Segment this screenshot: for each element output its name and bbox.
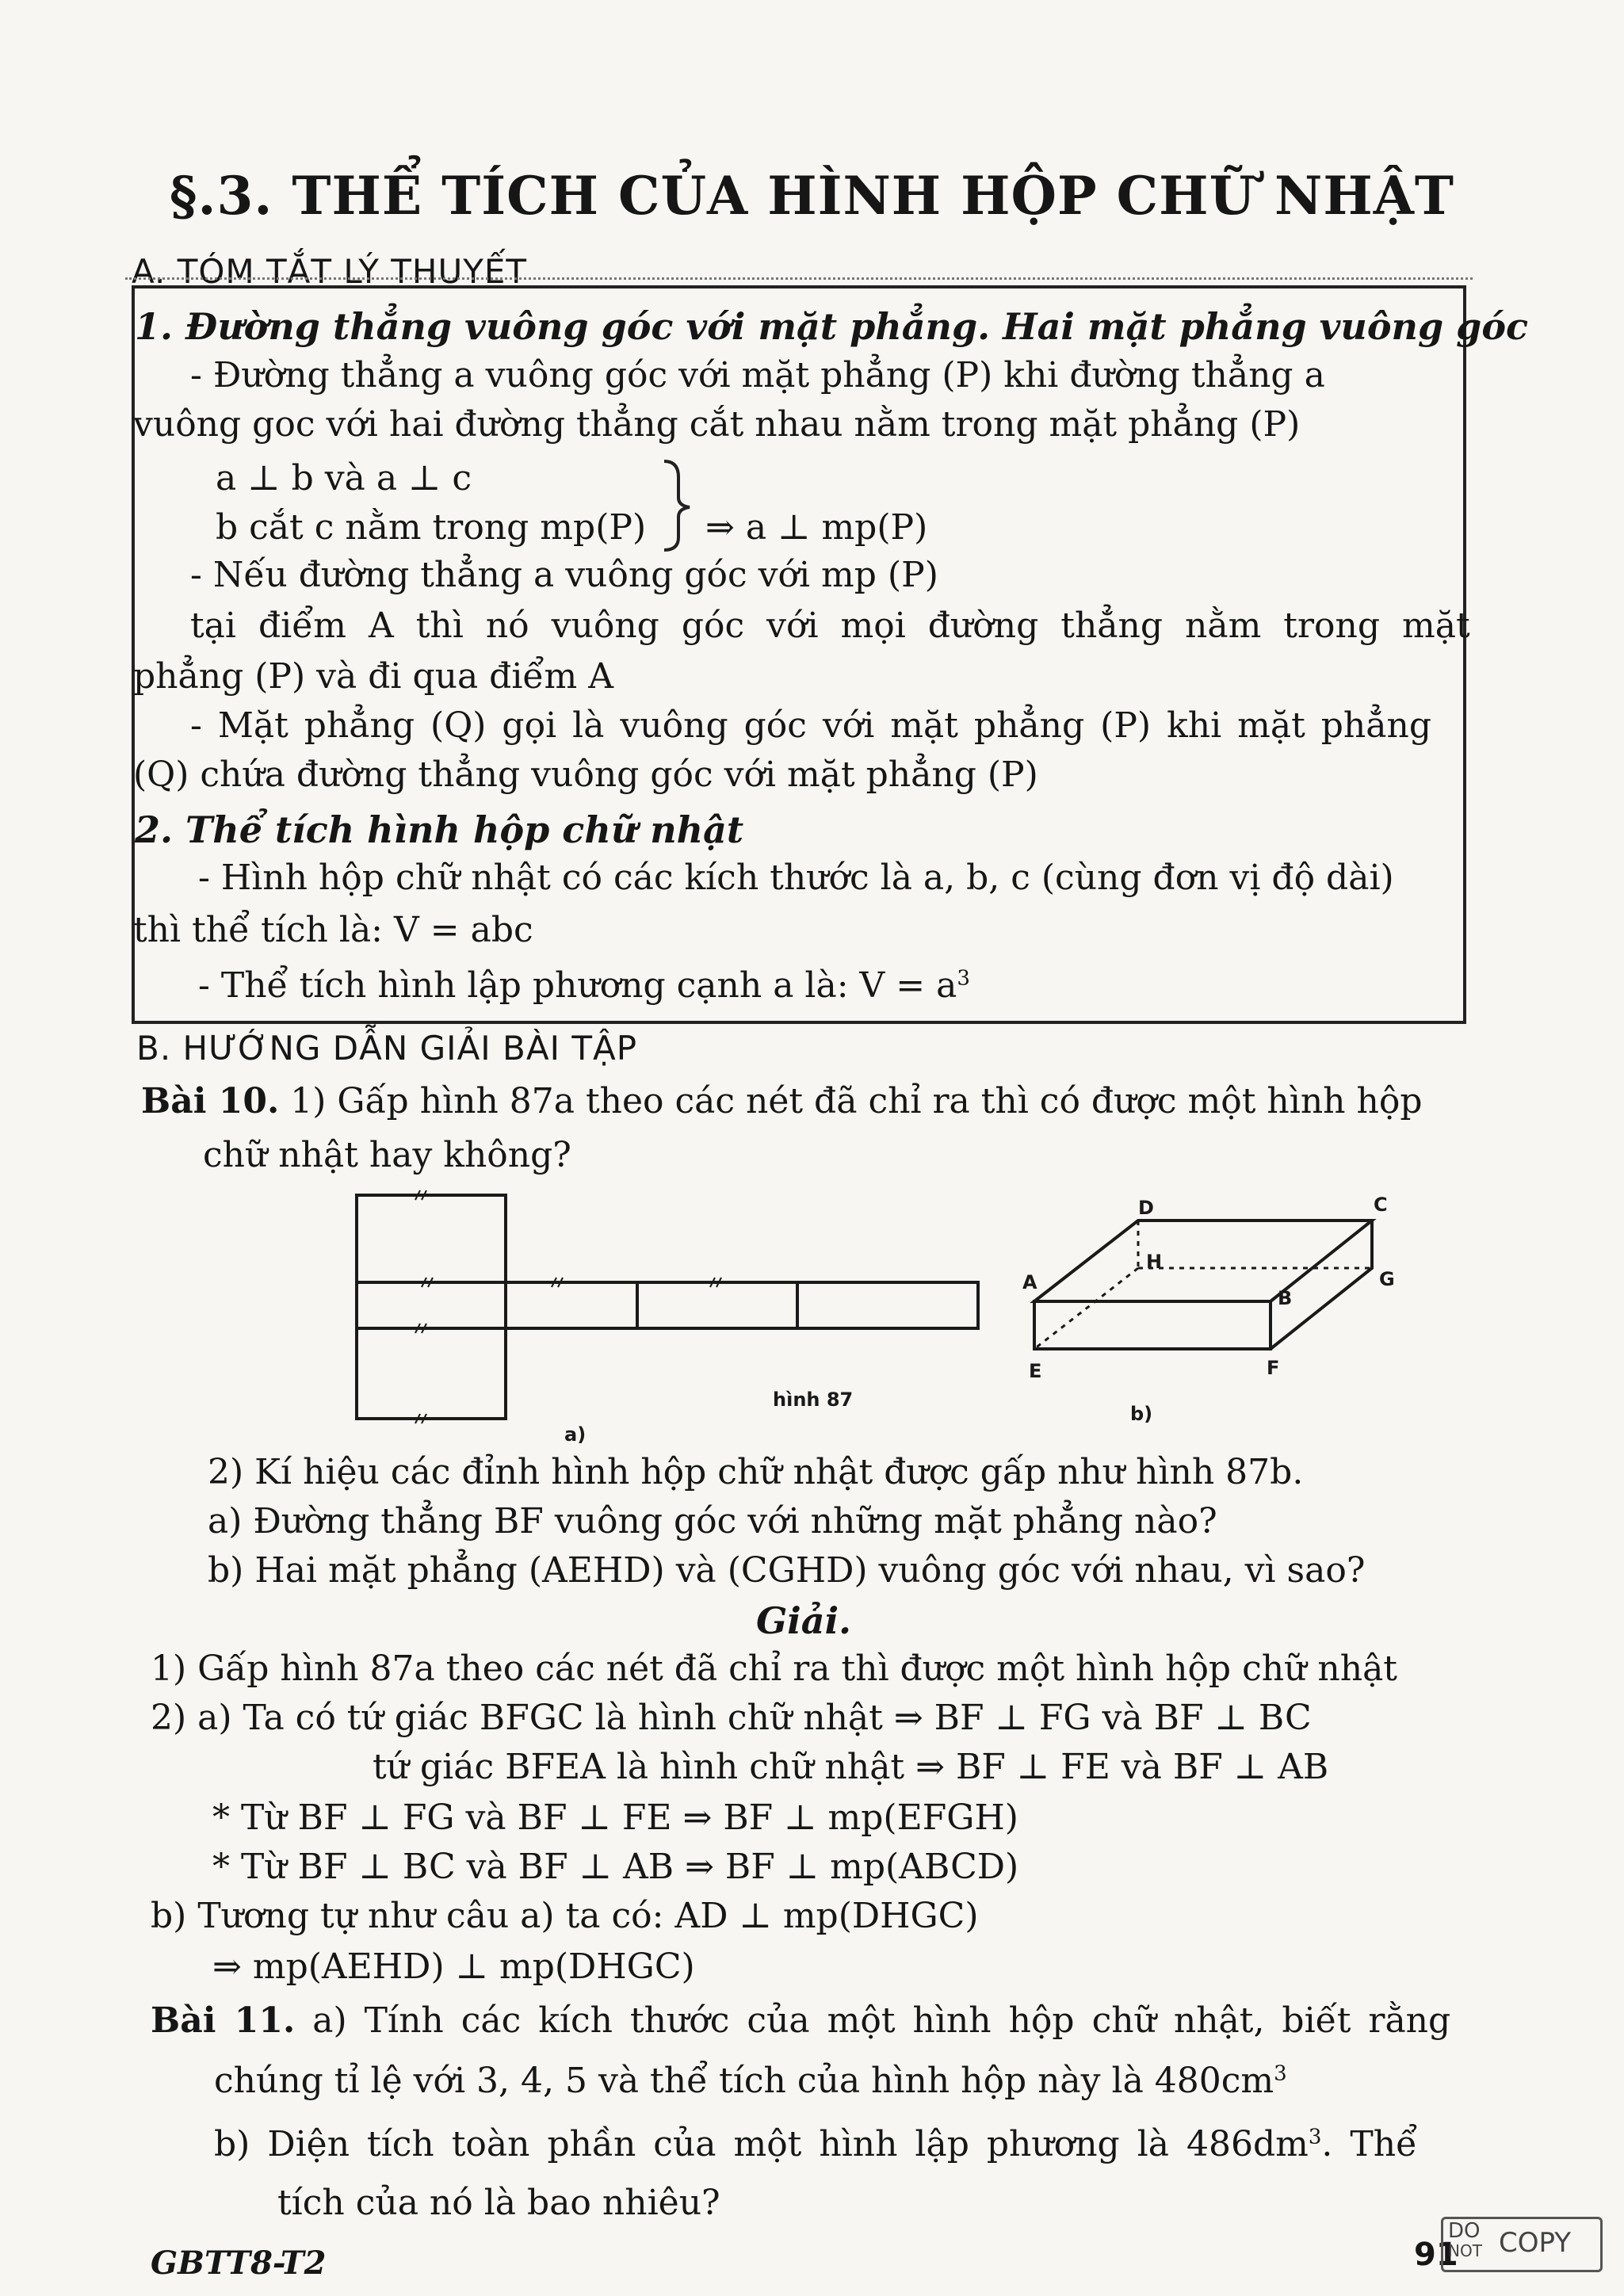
condition-2: b cắt c nằm trong mp(P) (216, 507, 647, 548)
exercise-label: Bài 10. (141, 1081, 280, 1121)
theory-text: - Mặt phẳng (Q) gọi là vuông góc với mặt phẳng (P) khi mặt phẳng (190, 705, 1431, 746)
figure-label-b: b) (1130, 1403, 1153, 1425)
page-number: 91 (1414, 2237, 1458, 2273)
exercise-text: chữ nhật hay không? (203, 1135, 571, 1175)
vertex-label: H (1146, 1251, 1163, 1273)
vertex-label: F (1267, 1357, 1280, 1379)
page-title: §.3. THỂ TÍCH CỦA HÌNH HỘP CHỮ NHẬT (169, 165, 1455, 227)
exercise-label: Bài 11. (151, 2000, 296, 2041)
theory-text: - Thể tích hình lập phương cạnh a là: $V = a^3$ (198, 965, 970, 1006)
exercise-10-question: Bài 10. 1) Gấp hình 87a theo các nét đã chỉ ra thì có được một hình hộp (141, 1081, 1423, 1121)
solution-text: ⇒ mp(AEHD) ⊥ mp(DHGC) (212, 1946, 695, 1987)
vertex-label: C (1374, 1194, 1388, 1216)
theory-heading-2: 2. Thể tích hình hộp chữ nhật (135, 808, 744, 851)
exercise-text: a) Đường thẳng BF vuông góc với những mặt phẳng nào? (208, 1501, 1217, 1541)
solution-text: b) Tương tự như câu a) ta có: AD ⊥ mp(DHGC) (151, 1896, 979, 1936)
figure-label-a: a) (564, 1423, 587, 1446)
solution-text: * Từ BF ⊥ FG và BF ⊥ FE ⇒ BF ⊥ mp(EFGH) (212, 1797, 1018, 1838)
vertex-label: E (1029, 1360, 1042, 1382)
exercise-text: 2) Kí hiệu các đỉnh hình hộp chữ nhật được gấp như hình 87b. (208, 1452, 1304, 1492)
vertex-label: B (1278, 1287, 1293, 1309)
condition-1: a ⊥ b và a ⊥ c (216, 458, 472, 499)
theory-text: (Q) chứa đường thẳng vuông góc với mặt phẳng (P) (133, 755, 1038, 795)
exercise-text: b) Diện tích toàn phần của một hình lập phương là $486dm^3$. Thể (214, 2124, 1418, 2164)
theory-text: - Đường thẳng a vuông góc với mặt phẳng (P) khi đường thẳng a (190, 355, 1325, 395)
exercise-text: tích của nó là bao nhiêu? (277, 2183, 720, 2223)
theory-text: tại điểm A thì nó vuông góc với mọi đường thẳng nằm trong mặt (190, 606, 1470, 646)
theory-text: thì thể tích là: V = abc (133, 910, 533, 950)
solution-text: tứ giác BFEA là hình chữ nhật ⇒ BF ⊥ FE và BF ⊥ AB (373, 1747, 1329, 1787)
figure-caption: hình 87 (773, 1389, 854, 1411)
vertex-label: D (1138, 1197, 1154, 1219)
book-code: GBTT8-T2 (151, 2244, 327, 2282)
vertex-label: G (1379, 1268, 1395, 1290)
solution-text: 2) a) Ta có tứ giác BFGC là hình chữ nhật ⇒ BF ⊥ FG và BF ⊥ BC (151, 1698, 1312, 1738)
solution-heading: Giải. (756, 1599, 852, 1642)
theory-text: vuông goc với hai đường thẳng cắt nhau nằm trong mặt phẳng (P) (133, 404, 1301, 445)
section-b-heading: B. HƯỚNG DẪN GIẢI BÀI TẬP (136, 1029, 638, 1068)
solution-text: * Từ BF ⊥ BC và BF ⊥ AB ⇒ BF ⊥ mp(ABCD) (212, 1847, 1019, 1887)
theory-text: phẳng (P) và đi qua điểm A (133, 656, 613, 697)
exercise-text: chúng tỉ lệ với 3, 4, 5 và thể tích của hình hộp này là $480cm^3$ (214, 2061, 1287, 2101)
section-a-heading: A. TÓM TẮT LÝ THUYẾT (132, 252, 528, 291)
theory-text: - Nếu đường thẳng a vuông góc với mp (P) (190, 555, 938, 595)
theory-text: - Hình hộp chữ nhật có các kích thước là a, b, c (cùng đơn vị độ dài) (198, 858, 1394, 898)
exercise-11-question: Bài 11. a) Tính các kích thước của một hình hộp chữ nhật, biết rằng (151, 2000, 1451, 2041)
solution-text: 1) Gấp hình 87a theo các nét đã chỉ ra thì được một hình hộp chữ nhật (151, 1648, 1397, 1689)
conclusion: ⇒ a ⊥ mp(P) (705, 507, 928, 548)
do-not-copy-stamp: DO NOT COPY (1441, 2217, 1603, 2272)
vertex-label: A (1022, 1271, 1037, 1293)
exercise-text: b) Hai mặt phẳng (AEHD) và (CGHD) vuông góc với nhau, vì sao? (208, 1550, 1366, 1591)
theory-heading-1: 1. Đường thẳng vuông góc với mặt phẳng. Hai mặt phẳng vuông góc (135, 305, 1529, 348)
